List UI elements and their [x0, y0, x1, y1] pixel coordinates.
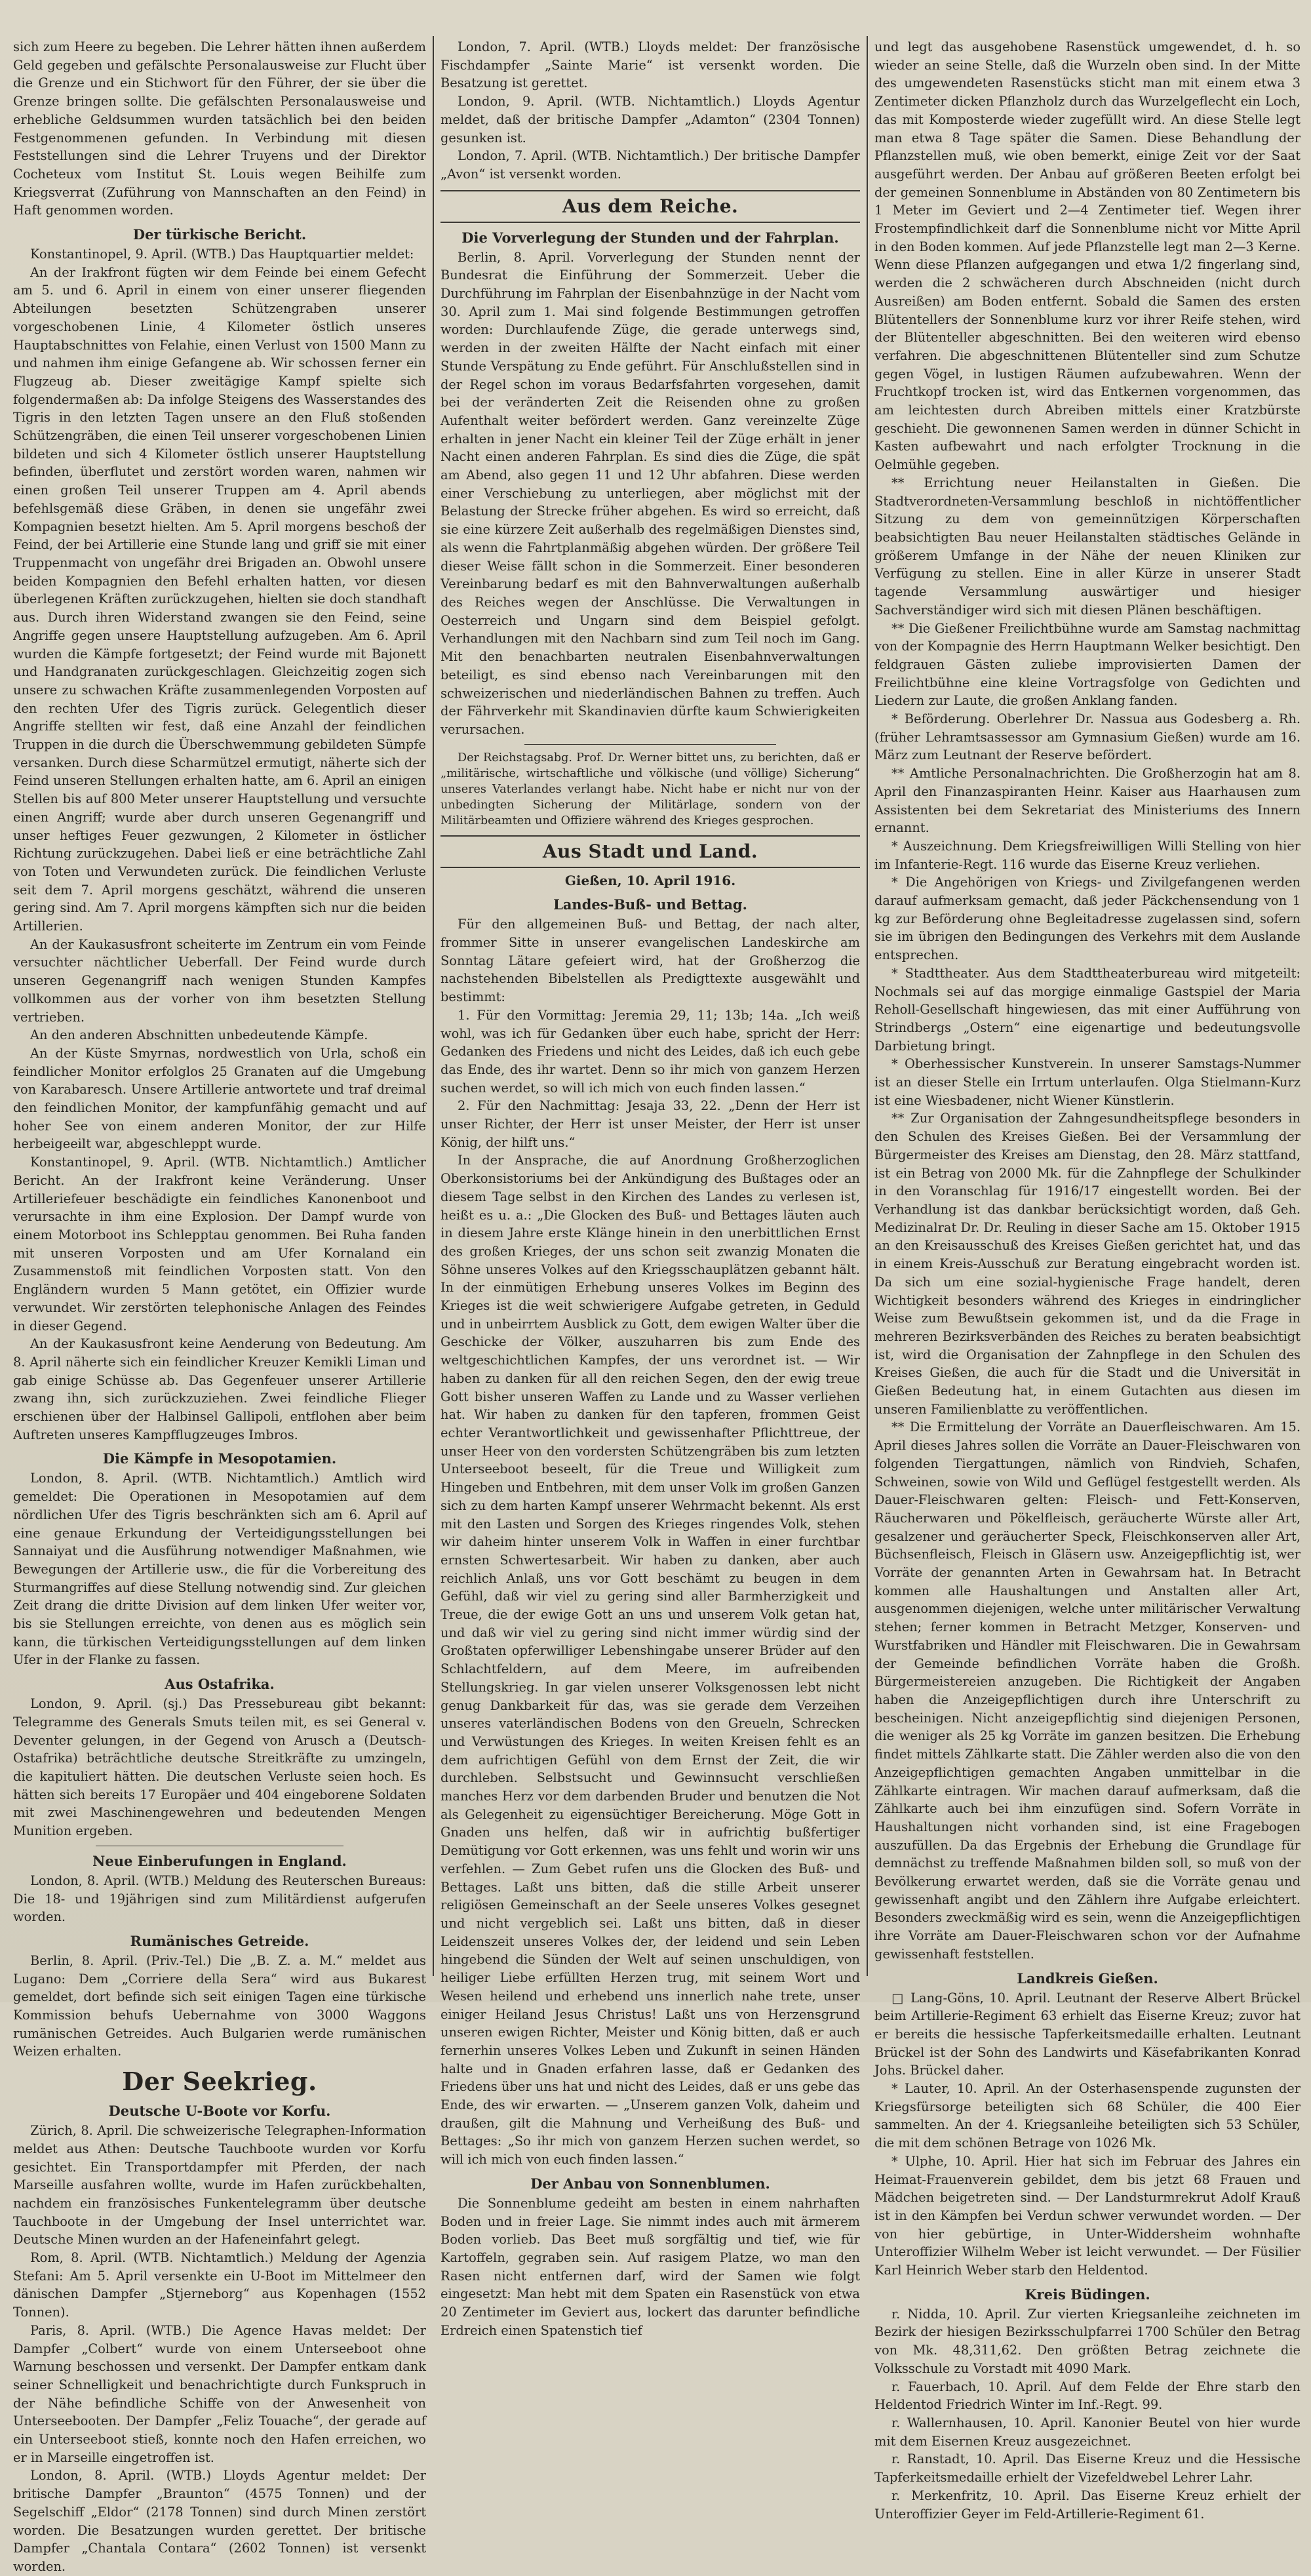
- article-paragraph: London, 9. April. (WTB. Nichtamtlich.) Lloyds Agentur meldet, daß der britische Dampfer „Adamton“ (2304 Tonnen) gesunken ist.: [440, 94, 860, 146]
- news-item: ** Die Ermittelung der Vorräte an Dauerfleischwaren. Am 15. April dieses Jahres sollen die Vorräte an Dauer-Fleischwaren von folgenden Tiergattungen, nämlich von Rindvieh, Schafen, Schweinen, sowie von Wild und Geflügel festgestellt werden. Als Dauer-Fleischwaren gelten: Fleisch- und Fett-Konserven, Räucherwaren und Pökelfleisch, geräucherte Würste aller Art, gesalzener und geräucherter Speck, Fleischkonserven aller Art, Büchsenfleisch, Fleisch in Gläsern usw. Anzeigepflichtig ist, wer Vorräte der genannten Arten in Gewahrsam hat. In Betracht kommen alle Haushaltungen und Anstalten aller Art, ausgenommen diejenigen, welche unter militärischer Verwaltung stehen; ferner kommen in Betracht Metzger, Konserven- und Wurstfabriken und Händler mit Fleischwaren. Die in Gewahrsam der Gemeinde befindlichen Vorräte haben die Großh. Bürgermeistereien anzugeben. Die Richtigkeit der Angaben haben die Anzeigepflichtigen durch ihre Unterschrift zu bescheinigen. Nicht anzeigepflichtig sind diejenigen Personen, die weniger als 25 kg Vorräte im ganzen besitzen. Die Erhebung findet mittels Zählkarte statt. Die Zähler werden also die von den Anzeigepflichtigen gemachten Angaben unmittelbar in die Zählkarte eintragen. Wir machen darauf aufmerksam, daß die Zählkarte auch bei ihm einzufügen sind. Sofern Vorräte in Haushaltungen nicht vorhanden sind, ist eine Fragebogen auszufüllen. Da das Ergebnis der Erhebung die Grundlage für demnächst zu treffende Maßnahmen bilden soll, so muß von der Bevölkerung erwartet werden, daß sie die Vorräte genau und gewissenhaft angibt und den Zählern ihre Aufgabe erleichtert. Besonders zweckmäßig wird es sein, wenn die Anzeigepflichtigen ihre Vorräte am Dauer-Fleischwaren schon vor der Aufnahme gewissenhaft feststellen.: [874, 1419, 1301, 1962]
- news-item: r. Ranstadt, 10. April. Das Eiserne Kreuz und die Hessische Tapferkeitsmedaille erhielt der Vizefeldwebel Lehrer Lahr.: [874, 2451, 1301, 2486]
- news-item: ** Die Gießener Freilichtbühne wurde am Samstag nachmittag von der Kompagnie des Herrn Hauptmann Welker besichtigt. Den feldgrauen Gästen zuliebe improvisierten Damen der Freilichtbühne eine kleine Vortragsfolge von Gedichten und Liedern zur Laute, die großen Anklang fanden.: [874, 620, 1301, 709]
- article-paragraph: Berlin, 8. April. Vorverlegung der Stunden nennt der Bundesrat die Einführung der Sommerzeit. Ueber die Durchführung im Fahrplan der Eisenbahnzüge in der Nacht vom 30. April zum 1. Mai sind folgende Bestimmungen getroffen worden: Durchlaufende Züge, die gerade unterwegs sind, werden in der zweiten Hälfte der Nacht einfach mit einer Stunde Verspätung zu Ende geführt. Für Anschlußstellen sind in der Regel schon im voraus Bedarfsfahrten vorgesehen, damit bei der veränderten Zeit die Reisenden ohne zu großen Aufenthalt weiter befördert werden. Ganz vereinzelte Züge erhalten in jener Nacht ein kleiner Teil der Züge erhält in jener Nacht einen anderen Fahrplan. Es sind dies die Züge, die spät am Abend, also gegen 11 und 12 Uhr abfahren. Diese werden einer Verschiebung zu unterliegen, aber möglichst mit der Belastung der Strecke früher abgehen. Es wird so erreicht, daß sie eine kürzere Zeit außerhalb des regelmäßigen Dienstes sind, als wenn die Fahrtplanmäßig abgehen würden. Der größere Teil dieser Weise fällt schon in die Sommerzeit. Einer besonderen Vereinbarung bedarf es mit den Bahnverwaltungen außerhalb des Reiches wegen der Anschlüsse. Die Verwaltungen in Oesterreich und Ungarn sind dem Beispiel gefolgt. Verhandlungen mit den Nachbarn sind zum Teil noch im Gang. Mit den benachbarten neutralen Eisenbahnverwaltungen beteiligt, es sind ebenso nach Vereinbarungen mit den schweizerischen und niederländischen Bahnen zu treffen. Auch der Fährverkehr mit Skandinavien dürfte kaum Schwierigkeiten verursachen.: [440, 249, 860, 737]
- column-rule: [867, 36, 868, 1976]
- dateline: Gießen, 10. April 1916.: [564, 872, 736, 888]
- article-paragraph: 2. Für den Nachmittag: Jesaja 33, 22. „Denn der Herr ist unser Richter, der Herr ist unser Meister, der Herr ist unser König, der hilft uns.“: [440, 1098, 860, 1150]
- section-heading: Kreis Büdingen.: [1025, 2286, 1150, 2303]
- section-heading: Neue Einberufungen in England.: [92, 1852, 347, 1869]
- article-paragraph: Zürich, 8. April. Die schweizerische Telegraphen-Information meldet aus Athen: Deutsche Tauchboote wurden vor Korfu gesichtet. Ein Transportdampfer mit Pferden, der nach Marseille ausfahren wollte, wurde im Hafen zurückbehalten, nachdem ein französisches Funkentelegramm über deutsche Tauchboote in der Umgebung der Insel unterrichtet war. Deutsche Minen wurden an der Hafeneinfahrt gelegt.: [13, 2123, 426, 2248]
- article-paragraph: Berlin, 8. April. (Priv.-Tel.) Die „B. Z. a. M.“ meldet aus Lugano: Dem „Corriere della Sera“ wird aus Bukarest gemeldet, dort befinde sich seit einigen Tagen eine türkische Kommission behufs Uebernahme von 3000 Waggons rumänischen Getreides. Auch Bulgarien werde rumänischen Weizen erhalten.: [13, 1952, 426, 2059]
- news-item: r. Fauerbach, 10. April. Auf dem Felde der Ehre starb den Heldentod Friedrich Winter im Inf.-Regt. 99.: [874, 2379, 1301, 2413]
- news-item: r. Merkenfritz, 10. April. Das Eiserne Kreuz erhielt der Unteroffizier Geyer im Feld-Artillerie-Regiment 61.: [874, 2487, 1301, 2522]
- news-item: * Lauter, 10. April. An der Osterhasenspende zugunsten der Kriegsfürsorge beteiligten sich 68 Schüler, die 400 Eier sammelten. An der 4. Kriegsanleihe beteiligten sich 53 Schüler, die mit dem schönen Betrage von 1026 Mk.: [874, 2081, 1301, 2151]
- article-paragraph: London, 7. April. (WTB. Nichtamtlich.) Der britische Dampfer „Avon“ ist versenkt worden.: [440, 148, 860, 182]
- section-heading: Deutsche U-Boote vor Korfu.: [108, 2103, 331, 2120]
- article-paragraph: Paris, 8. April. (WTB.) Die Agence Havas meldet: Der Dampfer „Colbert“ wurde von einem Unterseeboot ohne Warnung beschossen und versenkt. Der Dampfer entkam dank seiner Schnelligkeit und benachrichtigte durch Funkspruch in der Nähe befindliche Schiffe von der Anwesenheit von Unterseebooten. Der Dampfer „Feliz Touache“, der gerade auf ein Unterseeboot stieß, konnte noch den Hafen erreichen, wo er in Marseille eingetroffen ist.: [13, 2322, 426, 2465]
- article-paragraph: London, 8. April. (WTB.) Lloyds Agentur meldet: Der britische Dampfer „Braunton“ (4575 Tonnen) und der Segelschiff „Eldor“ (2178 Tonnen) sind durch Minen zerstört worden. Die Besatzungen wurden gerettet. Der britische Dampfer „Chantala Contara“ (2602 Tonnen) ist versenkt worden.: [13, 2468, 426, 2574]
- section-heading: Landkreis Gießen.: [1017, 1970, 1158, 1987]
- article-paragraph: London, 7. April. (WTB.) Lloyds meldet: Der französische Fischdampfer „Sainte Marie“ ist versenkt worden. Die Besatzung ist gerettet.: [440, 39, 860, 91]
- notice-paragraph: Der Reichstagsabg. Prof. Dr. Werner bittet uns, zu berichten, daß er „militärische, wirtschaftliche und völkische (und völlige) Sicherung“ unseres Vaterlandes verlangt habe. Nicht habe er nicht nur von der unbedingten Sicherung der Militärlage, sondern von der Militärbeamten und Offiziere während des Krieges gesprochen.: [440, 751, 860, 827]
- section-heading: Die Vorverlegung der Stunden und der Fahrplan.: [461, 229, 839, 246]
- column-right: [874, 38, 1301, 2522]
- article-paragraph: 1. Für den Vormittag: Jeremia 29, 11; 13b; 14a. „Ich weiß wohl, was ich für Gedanken über euch habe, spricht der Herr: Gedanken des Friedens und nicht des Leides, daß ich euch gebe das Ende, des ihr wartet. Denn so ihr mich von ganzem Herzen suchen werdet, so will ich mich von euch finden lassen.“: [440, 1007, 860, 1096]
- article-paragraph: Die Sonnenblume gedeiht am besten in einem nahrhaften Boden und in freier Lage. Sie nimmt indes auch mit ärmerem Boden vorlieb. Das Beet muß sorgfältig und tief, wie für Kartoffeln, gegraben sein. Auf rasigem Platze, wo man den Rasen nicht entfernen darf, wird der Samen wie folgt eingesetzt: Man hebt mit dem Spaten ein Rasenstück von etwa 20 Zentimeter im Geviert aus, lockert das darunter befindliche Erdreich einen Spatenstich tief: [440, 2195, 860, 2338]
- news-item: * Stadttheater. Aus dem Stadttheaterbureau wird mitgeteilt: Nochmals sei auf das morgige einmalige Gastspiel der Maria Reholl-Gesellschaft hingewiesen, das mit einer Aufführung von Strindbergs „Ostern“ eine eigenartige und bedeutungsvolle Darbietung bringt.: [874, 965, 1301, 1054]
- section-heading: Der Anbau von Sonnenblumen.: [530, 2175, 770, 2192]
- news-item: ** Amtliche Personalnachrichten. Die Großherzogin hat am 8. April den Finanzaspiranten Heinr. Kaiser aus Haarhausen zum Assistenten bei dem Sekretariat des Ministeriums des Innern ernannt.: [874, 766, 1301, 836]
- news-item: * Ulphe, 10. April. Hier hat sich im Februar des Jahres ein Heimat-Frauenverein gebildet, dem bis jetzt 68 Frauen und Mädchen beigetreten sind. — Der Landsturmrekrut Adolf Krauß ist in den Kämpfen bei Verdun schwer verwundet worden. — Der von hier gebürtige, in Unter-Widdersheim wohnhafte Unteroffizier Wilhelm Weber ist leicht verwundet. — Der Füsilier Karl Heinrich Weber starb den Heldentod.: [874, 2153, 1301, 2278]
- section-heading: Landes-Buß- und Bettag.: [553, 896, 747, 913]
- section-heading: Rumänisches Getreide.: [130, 1932, 309, 1949]
- article-continuation: sich zum Heere zu begeben. Die Lehrer hätten ihnen außerdem Geld gegeben und gefälschte Personalausweise zur Flucht über die Grenze und ein Stichwort für den Führer, der sie über die Grenze bringen sollte. Die gefälschten Personalausweise und erhebliche Geldsummen wurden tatsächlich bei den beiden Festgenommenen gefunden. In Verbindung mit diesen Feststellungen sind die Lehrer Truyens und der Direktor Cocheteux vom Institut St. Louis wegen Beihilfe zum Kriegsverrat (Zuführung von Mannschaften an den Feind) in Haft genommen worden.: [13, 39, 426, 218]
- dateline-paragraph: Konstantinopel, 9. April. (WTB.) Das Hauptquartier meldet:: [30, 247, 414, 262]
- article-paragraph: Rom, 8. April. (WTB. Nichtamtlich.) Meldung der Agenzia Stefani: Am 5. April versenkte ein U-Boot im Mittelmeer den dänischen Dampfer „Stjerneborg“ aus Kopenhagen (1552 Tonnen).: [13, 2250, 426, 2320]
- news-item: * Beförderung. Oberlehrer Dr. Nassua aus Godesberg a. Rh. (früher Lehramtsassessor am Gymnasium Gießen) wurde am 16. März zum Leutnant der Reserve befördert.: [874, 711, 1301, 763]
- major-heading: Aus Stadt und Land.: [440, 835, 860, 868]
- article-paragraph: London, 8. April. (WTB. Nichtamtlich.) Amtlich wird gemeldet: Die Operationen in Mesopotamien auf dem nördlichen Ufer des Tigris beschränkten sich am 6. April auf eine genaue Erkundung der Verteidigungsstellungen bei Sannaiyat und die Ausführung notwendiger Maßnahmen, wie Bewegungen der Artillerie usw., die für die Vorbereitung des Sturmangriffes auf diese Stellung notwendig sind. Zur gleichen Zeit drang die dritte Division auf dem linken Ufer weiter vor, bis sie Stellungen erreichte, von denen aus es möglich sein kann, die türkischen Verteidigungsstellungen auf dem linken Ufer in der Flanke zu fassen.: [13, 1471, 426, 1668]
- column-rule: [433, 36, 434, 1976]
- article-paragraph: In der Ansprache, die auf Anordnung Großherzoglichen Oberkonsistoriums bei der Ankündigung des Bußtages oder an diesem Tage selbst in den Kirchen des Landes zu verlesen ist, heißt es u. a.: „Die Glocken des Buß- und Bettages läuten auch in diesem Jahre erste Klänge hinein in den unerbittlichen Ernst des großen Krieges, der uns schon seit zwanzig Monaten die Söhne unseres Volkes auf den Kriegsschauplätzen gebannt hält. In der einmütigen Erhebung unseres Volkes im Beginn des Krieges ist die weit schwierigere Aufgabe getreten, in Geduld und in unbeirrtem Ausblick zu Gott, dem ewigen Walter über die Geschicke der Völker, auszuharren bis zum Ende des weltgeschichtlichen Kampfes, der uns verordnet ist. — Wir haben zu danken für all den reichen Segen, den der ewig treue Gott bisher unseren Waffen zu Lande und zu Wasser verliehen hat. Wir haben zu danken für den tapferen, frommen Geist echter Verantwortlichkeit und gewissenhafter Pflichttreue, der unser Heer von den vordersten Schützengräben bis zum letzten Unterseeboot beseelt, für die Treue und Willigkeit zum Hingeben und Entbehren, mit dem unser Volk im großen Ganzen sich zu dem harten Kampf unserer Wehrmacht bekennt. Als erst mit den Lasten und Sorgen des Krieges ringendes Volk, stehen wir daheim hinter unserem Volk in Waffen in einer furchtbar ernsten Schwertesarbeit. Wir haben zu danken, aber auch reichlich Anlaß, uns vor Gott beschämt zu beugen in dem Gefühl, daß wir viel zu gering sind aller Barmherzigkeit und Treue, die der ewige Gott an uns und unserem Volk getan hat, und daß wir viel zu gering sind nicht immer würdig sind der Großtaten opferwilliger Lebenshingabe unserer Brüder auf den Schlachtfeldern, auf dem Meere, im aufreibenden Stellungskrieg. In gar vielen unserer Volksgenossen lebt nicht genug Dankbarkeit für das, was sie gerade dem Verzeihen unseres vaterländischen Bodens von den Greueln, Schrecken und Verwüstungen des Krieges. In weiten Kreisen fehlt es an dem aufrichtigen Gefühl von dem Ernst der Zeit, die wir durchleben. Selbstsucht und Gewinnsucht verschließen manches Herz vor dem darbenden Bruder und benutzen die Not als Gelegenheit zu eigensüchtiger Bereicherung. Möge Gott in Gnaden uns helfen, daß wir in aufrichtig bußfertiger Demütigung vor Gott erkennen, was uns fehlt und worin wir uns verfehlen. — Zum Gebet rufen uns die Glocken des Buß- und Bettages. Laßt uns bitten, daß die stille Arbeit unserer religiösen Gemeinschaft an der Seele unseres Volkes gesegnet und nicht vergeblich sei. Laßt uns bitten, daß in dieser Leidenszeit unseres Volkes der, der leidend und sein Leben hingebend die Sünden der Welt auf seinen unschuldigen, von heiliger Liebe erfüllten Herzen trug, mit seinem Wort und Wesen heilend und erhebend uns innerlich nahe trete, unser einiger Heiland Jesus Christus! Laßt uns von Herzensgrund unseren ewigen Richter, Meister und König bitten, daß er auch fernerhin unseres Volkes Leben und Zukunft in seinen Händen halte und in Gnaden erfahren lasse, daß er Gedanken des Friedens über uns hat und nicht des Leides, daß er uns gebe das Ende, des wir erwarten. — „Unserem ganzen Volk, daheim und draußen, gilt die Mahnung und Verheißung des Buß- und Bettages: „So ihr mich von ganzem Herzen suchen werdet, so will ich mich von euch finden lassen.“: [440, 1153, 860, 2168]
- section-heading: Der türkische Bericht.: [132, 226, 307, 243]
- major-heading: Aus dem Reiche.: [440, 190, 860, 223]
- major-heading: Der Seekrieg.: [122, 2067, 317, 2097]
- article-paragraph: An der Kaukasusfront scheiterte im Zentrum ein vom Feinde versuchter nächtlicher Ueberfall. Der Feind wurde durch unseren Gegenangriff nach wenigen Stunden Kampfes vollkommen aus der vorher von ihm besetzten Stellung vertrieben.: [13, 936, 426, 1025]
- article-continuation: und legt das ausgehobene Rasenstück umgewendet, d. h. so wieder an seine Stelle, daß die Wurzeln oben sind. In der Mitte des umgewendeten Rasenstücks sticht man mit einem etwa 3 Zentimeter dicken Pflanzholz durch das Wurzelgeflecht ein Loch, das mit Komposterde wieder zugefüllt wird. An diese Stelle legt man etwa 8 Tage später die Samen. Diese Behandlung der Pflanzstellen muß, wie oben bemerkt, einige Zeit vor der Saat ausgeführt werden. Der Anbau auf größeren Beeten erfolgt bei der gemeinen Sonnenblume in Abständen von 80 Zentimetern bis 1 Meter im Geviert und 2—4 Zentimeter tief. Wegen ihrer Frostempfindlichkeit darf die Sonnenblume nicht vor Mitte April in den Boden kommen. Auf jede Pflanzstelle legt man 2—3 Kerne. Wenn diese Pflanzen aufgegangen und etwa 1/2 fingerlang sind, werden die 2 schwächeren durch Abschneiden (nicht durch Ausreißen) am Boden entfernt. Sobald die Samen des ersten Blütentellers der Sonnenblume kurz vor ihrer Reife stehen, wird der Blütenteller abgeschnitten. Bei den weiteren wird ebenso verfahren. Die abgeschnittenen Blütenteller sind zum Schutze gegen Vögel, in lustigen Räumen aufzubewahren. Wenn der Fruchtkopf trocken ist, wird das Entkernen vorgenommen, das am leichtesten durch Abreiben mittels einer Kratzbürste geschieht. Die gewonnenen Samen werden in dünner Schicht in Kasten aufbewahrt und nach erfolgter Trocknung in die Oelmühle gegeben.: [874, 39, 1301, 473]
- article-paragraph: An der Irakfront fügten wir dem Feinde bei einem Gefecht am 5. und 6. April in einem von einer unserer fliegenden Abteilungen besetzten Schützengraben unserer vorgeschobenen Linie, 4 Kilometer östlich unseres Hauptabschnittes von Felahie, einen Verlust von 1500 Mann zu und nahmen ihm einige Gefangene ab. Wir schossen ferner ein Flugzeug ab. Dieser zweitägige Kampf spielte sich folgendermaßen ab: Da infolge Steigens des Wasserstandes des Tigris in den letzten Tagen unsere an den Fluß stoßenden Schützengräben, die einen Teil unserer vorgeschobenen Linien bildeten und sich 4 Kilometer östlich unserer Hauptstellung befinden, überflutet und zerstört worden waren, nahmen wir einen großen Teil unserer Truppen am 4. April abends befehlsgemäß diese Gräben, in denen sie ungefähr zwei Kompagnien besetzt hielten. Am 5. April morgens beschoß der Feind, der bei Artillerie eine Stunde lang und griff sie mit einer Truppenmacht von ungefähr drei Brigaden an. Obwohl unsere beiden Kompagnien den Befehl erhalten hatten, vor diesen überlegenen Kräften zurückzugehen, hielten sie doch standhaft aus. Durch ihren Widerstand zwangen sie den Feind, seine Angriffe gegen unsere Hauptstellung aufzugeben. Am 6. April wurden die Kämpfe fortgesetzt; der Feind wurde mit Bajonett und Handgranaten zurückgeschlagen. Gleichzeitig zogen sich unsere zu schwachen Kräfte zusammenlegenden Vorposten auf den rechten Ufer des Tigris zurück. Gelegentlich dieser Angriffe stellten wir fest, daß eine Anzahl der feindlichen Truppen in die durch die Überschwemmung gebildeten Sümpfe versanken. Durch diese Scharmützel ermutigt, näherte sich der Feind unseren Stellungen erhalten hatte, am 6. April an einigen Stellen bis auf 800 Meter unserer Hauptstellung und versuchte einen Angriff; wurde aber durch unseren Gegenangriff und unser heftiges Feuer gezwungen, 2 Kilometer in östlicher Richtung zurückzugehen. Dabei ließ er eine beträchtliche Zahl von Toten und Verwundeten zurück. Die feindlichen Verluste seit dem 7. April morgens geschätzt, während die unseren gering sind. Am 7. April morgens kämpften sich nur die beiden Artillerien.: [13, 264, 426, 934]
- article-paragraph: An den anderen Abschnitten unbedeutende Kämpfe.: [30, 1027, 368, 1043]
- news-item: * Die Angehörigen von Kriegs- und Zivilgefangenen werden darauf aufmerksam gemacht, daß jeder Päckchensendung von 1 kg zur Beförderung ohne Begleitadresse zugelassen sind, sofern sie im übrigen den Bedingungen des Verkehrs mit dem Auslande entsprechen.: [874, 875, 1301, 963]
- news-item: □ Lang-Göns, 10. April. Leutnant der Reserve Albert Brückel beim Artillerie-Regiment 63 erhielt das Eiserne Kreuz; zuvor hat er bereits die hessische Tapferkeitsmedaille erhalten. Leutnant Brückel ist der Sohn des Landwirts und Käsefabrikanten Konrad Johs. Brückel daher.: [874, 1990, 1301, 2078]
- article-paragraph: London, 9. April. (sj.) Das Pressebureau gibt bekannt: Telegramme des Generals Smuts teilen mit, es sei General v. Deventer gelungen, in der Gegend von Arusch a (Deutsch-Ostafrika) beträchtliche deutsche Streitkräfte zu umzingeln, die kapituliert hätten. Die deutschen Verluste seien hoch. Es hätten sich bereits 17 Europäer und 404 eingeborene Soldaten mit zwei Maschinengewehren und bedeutenden Mengen Munition ergeben.: [13, 1696, 426, 1839]
- article-paragraph: Konstantinopel, 9. April. (WTB. Nichtamtlich.) Amtlicher Bericht. An der Irakfront keine Veränderung. Unser Artilleriefeuer beschädigte ein feindliches Kanonenboot und verursachte in ihm eine Explosion. Der Dampf wurde von einem Motorboot ins Schlepptau genommen. Bei Ruha fanden mit unseren Vorposten und am Ufer Kornaland ein Zusammenstoß mit feindlichen Vorposten statt. Von den Engländern wurden 5 Mann getötet, ein Offizier wurde verwundet. Wir zerstörten telephonische Anlagen des Feindes in dieser Gegend.: [13, 1155, 426, 1334]
- news-item: ** Zur Organisation der Zahngesundheitspflege besonders in den Schulen des Kreises Gießen. Bei der Versammlung der Bürgermeister des Kreises am Dienstag, den 28. März stattfand, ist ein Betrag von 2000 Mk. für die Zahnpflege der Schulkinder in den Voranschlag für 1916/17 eingestellt worden. Bei der Verhandlung ist das dankbar berücksichtigt worden, daß Geh. Medizinalrat Dr. Dr. Reuling in dieser Sache am 15. Oktober 1915 an den Kreisausschuß des Kreises Gießen gerichtet hat, und das in einem Kreis-Ausschuß zur Beratung eingebracht worden ist. Da sich um eine sozial-hygienische Frage handelt, deren Wichtigkeit besonders während des Krieges in eindringlicher Weise zum Bewußtsein gekommen ist, und da die Frage in mehreren Bezirksverbänden des Reiches zu beraten beabsichtigt ist, wird die Organisation der Zahnpflege in den Schulen des Kreises Gießen, die auch für die Stadt und die Universität in Gießen Bedeutung hat, in einem Gutachten aus diesen im unseren Familienblatte zu veröffentlichen.: [874, 1111, 1301, 1417]
- section-heading: Aus Ostafrika.: [165, 1676, 275, 1693]
- article-paragraph: An der Kaukasusfront keine Aenderung von Bedeutung. Am 8. April näherte sich ein feindlicher Kreuzer Kemikli Liman und gab einige Schüsse ab. Das Gegenfeuer unserer Artillerie zwang ihn, sich zurückzuziehen. Zwei feindliche Flieger erschienen über der Halbinsel Gallipoli, entflohen aber beim Auftreten unseres Kampfflugzeuges Imbros.: [13, 1336, 426, 1442]
- news-item: r. Nidda, 10. April. Zur vierten Kriegsanleihe zeichneten im Bezirk der hiesigen Bezirksschulpfarrei 1700 Schüler den Betrag von Mk. 48,311,62. Den größten Betrag zeichnete die Volksschule zu Vorstadt mit 4090 Mark.: [874, 2306, 1301, 2376]
- divider: [524, 744, 776, 745]
- column-left: [13, 38, 426, 2574]
- news-item: r. Wallernhausen, 10. April. Kanonier Beutel von hier wurde mit dem Eisernen Kreuz ausgezeichnet.: [874, 2415, 1301, 2449]
- news-item: ** Errichtung neuer Heilanstalten in Gießen. Die Stadtverordneten-Versammlung beschloß in nichtöffentlicher Sitzung zu dem von gemeinnützigen Körperschaften beabsichtigten Bau neuer Heilanstalten städtisches Gelände in größerem Umfange in der Nähe der neuen Kliniken zur Verfügung zu stellen. Eine in aller Kürze in unserer Stadt tagende Versammlung auswärtiger und hiesiger Sachverständiger wird sich mit diesen Plänen beschäftigen.: [874, 475, 1301, 618]
- news-item: * Oberhessischer Kunstverein. In unserer Samstags-Nummer ist an dieser Stelle ein Irrtum unterlaufen. Olga Stielmann-Kurz ist eine Wiesbadener, nicht Wiener Künstlerin.: [874, 1056, 1301, 1108]
- news-item: * Auszeichnung. Dem Kriegsfreiwilligen Willi Stelling von hier im Infanterie-Regt. 116 wurde das Eiserne Kreuz verliehen.: [874, 838, 1301, 872]
- article-paragraph: London, 8. April. (WTB.) Meldung des Reuterschen Bureaus: Die 18- und 19jährigen sind zum Militärdienst aufgerufen worden.: [13, 1873, 426, 1925]
- column-middle: [440, 38, 860, 2338]
- article-paragraph: An der Küste Smyrnas, nordwestlich von Urla, schoß ein feindlicher Monitor erfolglos 25 Granaten auf die Umgebung von Karabaresch. Unsere Artillerie antwortete und traf dreimal den feindlichen Monitor, der kampfunfähig gemacht und auf hoher See von einem anderen Monitor, der zur Hilfe herbeigeeilt war, abgeschleppt wurde.: [13, 1045, 426, 1152]
- article-paragraph: Für den allgemeinen Buß- und Bettag, der nach alter, frommer Sitte in unserer evangelischen Landeskirche am Sonntag Lätare gefeiert wird, hat der Großherzog die nachstehenden Bibelstellen als Predigttexte ausgewählt und bestimmt:: [440, 917, 860, 1005]
- section-heading: Die Kämpfe in Mesopotamien.: [102, 1450, 337, 1467]
